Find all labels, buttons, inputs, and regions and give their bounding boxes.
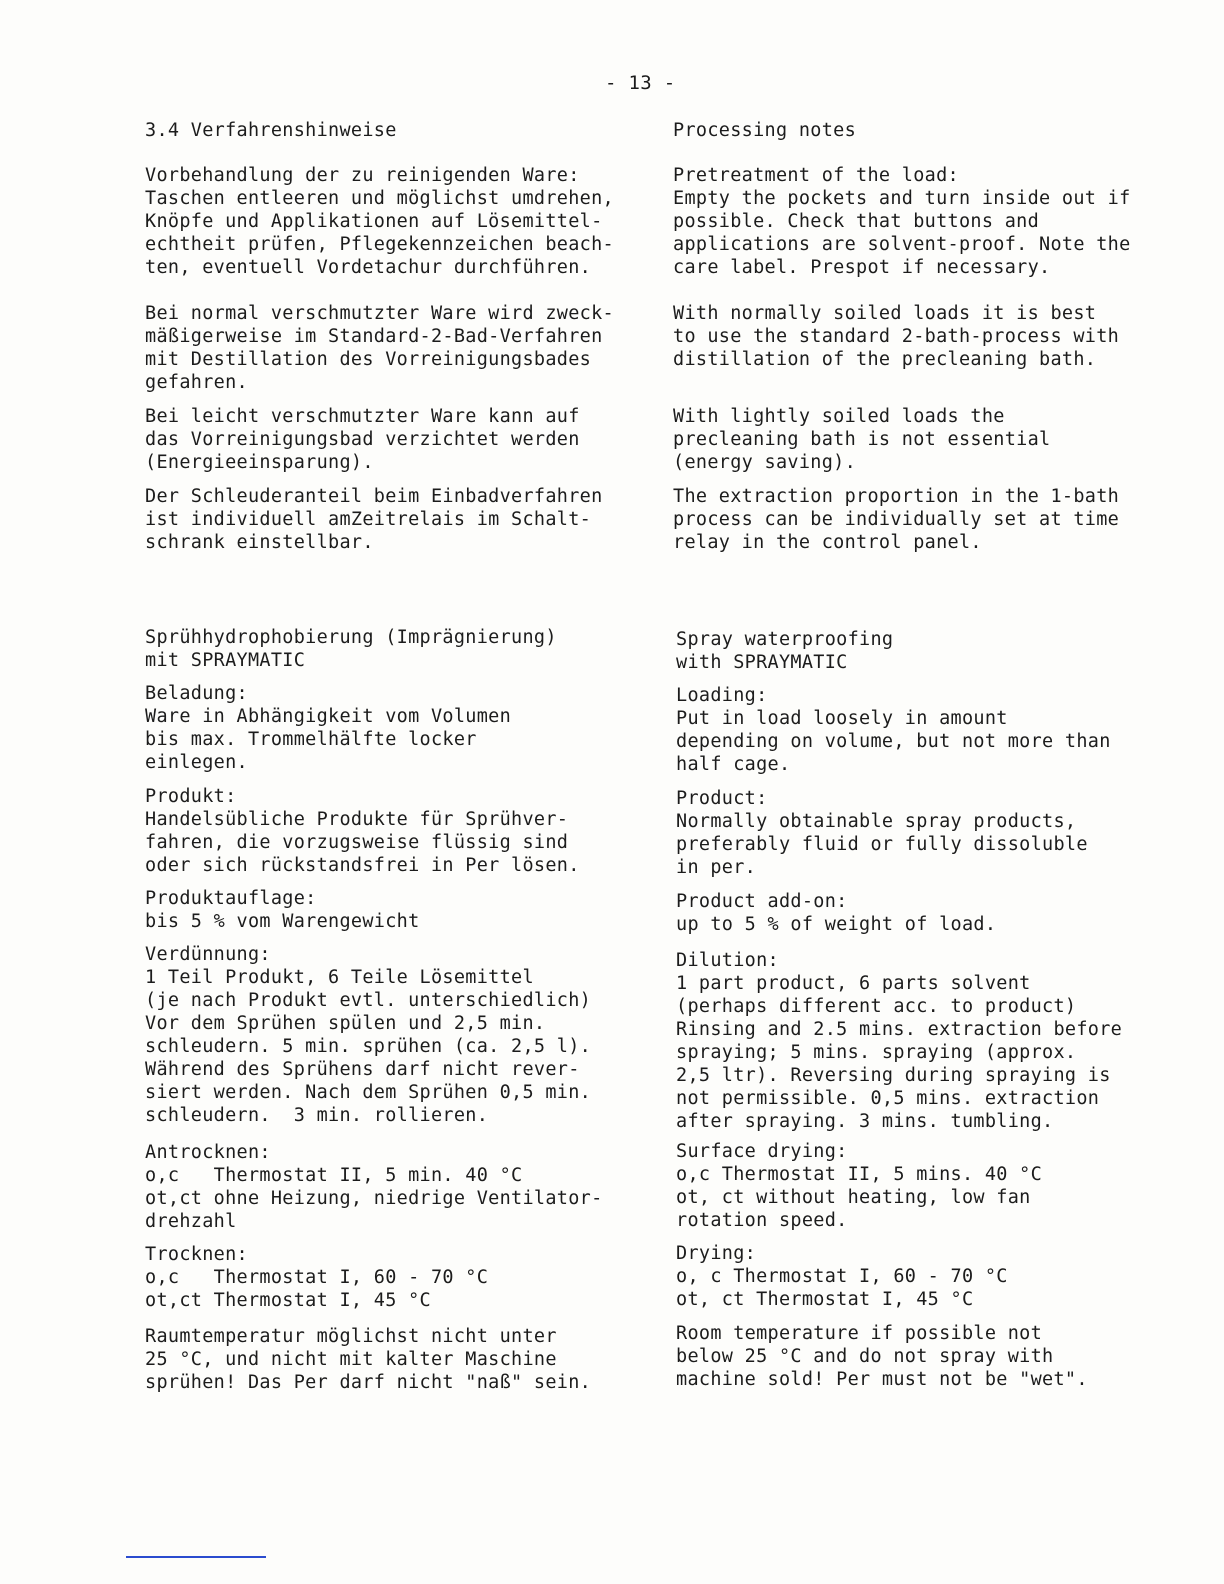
dilution-de: Verdünnung: 1 Teil Produkt, 6 Teile Lösemittel (je nach Produkt evtl. unterschiedlich) Vor dem Sprühen spülen und 2,5 min. schleudern. 5 min. sprühen (ca. 2,5 l). Während des Sprühens darf nicht rever- siert werden. Nach dem Sprühen 0,5 min. schleudern. 3 min. rollieren.: [145, 944, 592, 1126]
product-addon-de: Produktauflage: bis 5 % vom Warengewicht: [145, 888, 420, 932]
loading-en: Loading: Put in load loosely in amount depending on volume, but not more than half cage.: [676, 685, 1111, 775]
paragraph-extraction-en: The extraction proportion in the 1-bath process can be individually set at time relay in the control panel.: [673, 486, 1120, 553]
paragraph-light-soil-de: Bei leicht verschmutzter Ware kann auf das Vorreinigungsbad verzichtet werden (Energieeinsparung).: [145, 406, 580, 473]
paragraph-light-soil-en: With lightly soiled loads the precleaning bath is not essential (energy saving).: [673, 406, 1051, 473]
section-heading-de: 3.4 Verfahrenshinweise: [145, 120, 397, 141]
room-temperature-en: Room temperature if possible not below 25 °C and do not spray with machine sold! Per must not be "wet".: [676, 1323, 1088, 1390]
page-number: - 13 -: [605, 72, 676, 94]
paragraph-normal-soil-de: Bei normal verschmutzter Ware wird zweck- mäßigerweise im Standard-2-Bad-Verfahren mit Destillation des Vorreinigungsbades gefahren.: [145, 303, 614, 393]
surface-drying-de: Antrocknen: o,c Thermostat II, 5 min. 40 °C ot,ct ohne Heizung, niedrige Ventilator- drehzahl: [145, 1142, 603, 1232]
paragraph-pretreatment-en: Pretreatment of the load: Empty the pockets and turn inside out if possible. Check that buttons and applications are solvent-proof. Note the care label. Prespot if necessary.: [673, 165, 1131, 278]
spray-heading-en: Spray waterproofing with SPRAYMATIC: [676, 629, 894, 673]
section-heading-en: Processing notes: [673, 120, 857, 141]
product-en: Product: Normally obtainable spray products, preferably fluid or fully dissoluble in per.: [676, 788, 1088, 878]
room-temperature-de: Raumtemperatur möglichst nicht unter 25 °C, und nicht mit kalter Maschine sprühen! Das Per darf nicht "naß" sein.: [145, 1326, 592, 1393]
paragraph-extraction-de: Der Schleuderanteil beim Einbadverfahren ist individuell amZeitrelais im Schalt- schrank einstellbar.: [145, 486, 603, 553]
paragraph-pretreatment-de: Vorbehandlung der zu reinigenden Ware: Taschen entleeren und möglichst umdrehen, Knöpfe und Applikationen auf Lösemittel- echtheit prüfen, Pflegekennzeichen beach- ten, eventuell Vordetachur durchführen.: [145, 165, 614, 278]
paragraph-normal-soil-en: With normally soiled loads it is best to use the standard 2-bath-process with distillation of the precleaning bath.: [673, 303, 1120, 370]
product-de: Produkt: Handelsübliche Produkte für Sprühver- fahren, die vorzugsweise flüssig sind oder sich rückstandsfrei in Per lösen.: [145, 786, 580, 876]
loading-de: Beladung: Ware in Abhängigkeit vom Volumen bis max. Trommelhälfte locker einlegen.: [145, 683, 512, 773]
spray-heading-de: Sprühhydrophobierung (Imprägnierung) mit SPRAYMATIC: [145, 627, 557, 671]
surface-drying-en: Surface drying: o,c Thermostat II, 5 mins. 40 °C ot, ct without heating, low fan rotation speed.: [676, 1141, 1043, 1231]
product-addon-en: Product add-on: up to 5 % of weight of load.: [676, 891, 997, 935]
dilution-en: Dilution: 1 part product, 6 parts solvent (perhaps different acc. to product) Rinsing and 2.5 mins. extraction before spraying; 5 mins. spraying (approx. 2,5 ltr). Reversing during spraying is not permissible. 0,5 mins. extraction after spraying. 3 mins. tumbling.: [676, 950, 1123, 1132]
footer-rule: [126, 1556, 266, 1558]
drying-en: Drying: o, c Thermostat I, 60 - 70 °C ot, ct Thermostat I, 45 °C: [676, 1243, 1008, 1310]
drying-de: Trocknen: o,c Thermostat I, 60 - 70 °C ot,ct Thermostat I, 45 °C: [145, 1244, 489, 1311]
